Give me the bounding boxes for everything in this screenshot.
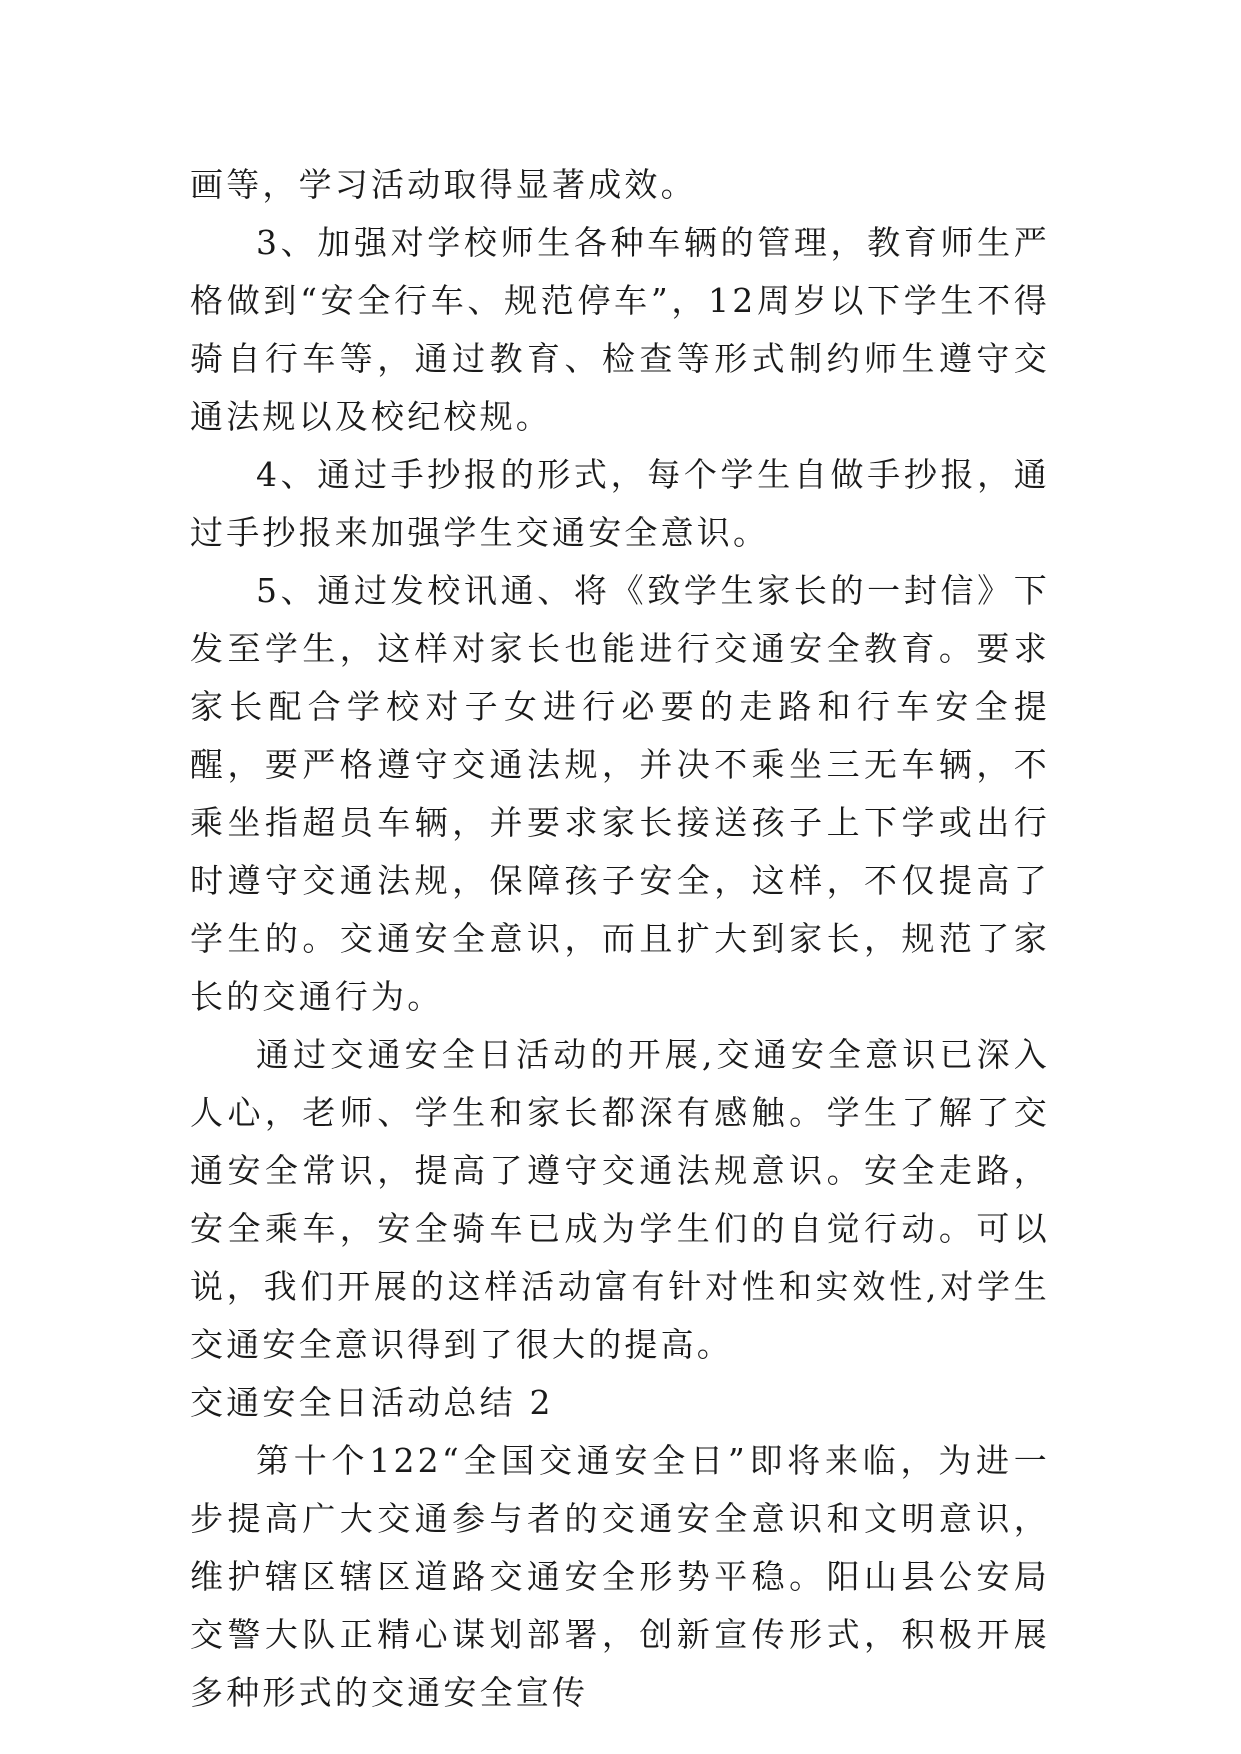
paragraph-summary: 通过交通安全日活动的开展,交通安全意识已深入人心，老师、学生和家长都深有感触。学生了解了交通安全常识，提高了遵守交通法规意识。安全走路，安全乘车，安全骑车已成为学生们的自觉行动。可以说，我们开展的这样活动富有针对性和实效性,对学生交通安全意识得到了很大的提高。 xyxy=(190,1035,1050,1364)
document-body xyxy=(190,156,1050,1722)
paragraph-item-3: 3、加强对学校师生各种车辆的管理，教育师生严格做到“安全行车、规范停车”，12周岁以下学生不得骑自行车等，通过教育、检查等形式制约师生遵守交通法规以及校纪校规。 xyxy=(190,223,1050,436)
paragraph-item-4: 4、通过手抄报的形式，每个学生自做手抄报，通过手抄报来加强学生交通安全意识。 xyxy=(190,455,1050,552)
paragraph-item-5: 5、通过发校讯通、将《致学生家长的一封信》下发至学生，这样对家长也能进行交通安全教育。要求家长配合学校对子女进行必要的走路和行车安全提醒，要严格遵守交通法规，并决不乘坐三无车辆，不乘坐指超员车辆，并要求家长接送孩子上下学或出行时遵守交通法规，保障孩子安全，这样，不仅提高了学生的。交通安全意识，而且扩大到家长，规范了家长的交通行为。 xyxy=(190,571,1050,1016)
paragraph-continuation: 画等，学习活动取得显著成效。 xyxy=(190,165,697,204)
section-title: 交通安全日活动总结 2 xyxy=(190,1383,554,1422)
paragraph-section-2-intro: 第十个122“全国交通安全日”即将来临，为进一步提高广大交通参与者的交通安全意识和文明意识，维护辖区辖区道路交通安全形势平稳。阳山县公安局交警大队正精心谋划部署，创新宣传形式，积极开展多种形式的交通安全宣传 xyxy=(190,1441,1050,1712)
